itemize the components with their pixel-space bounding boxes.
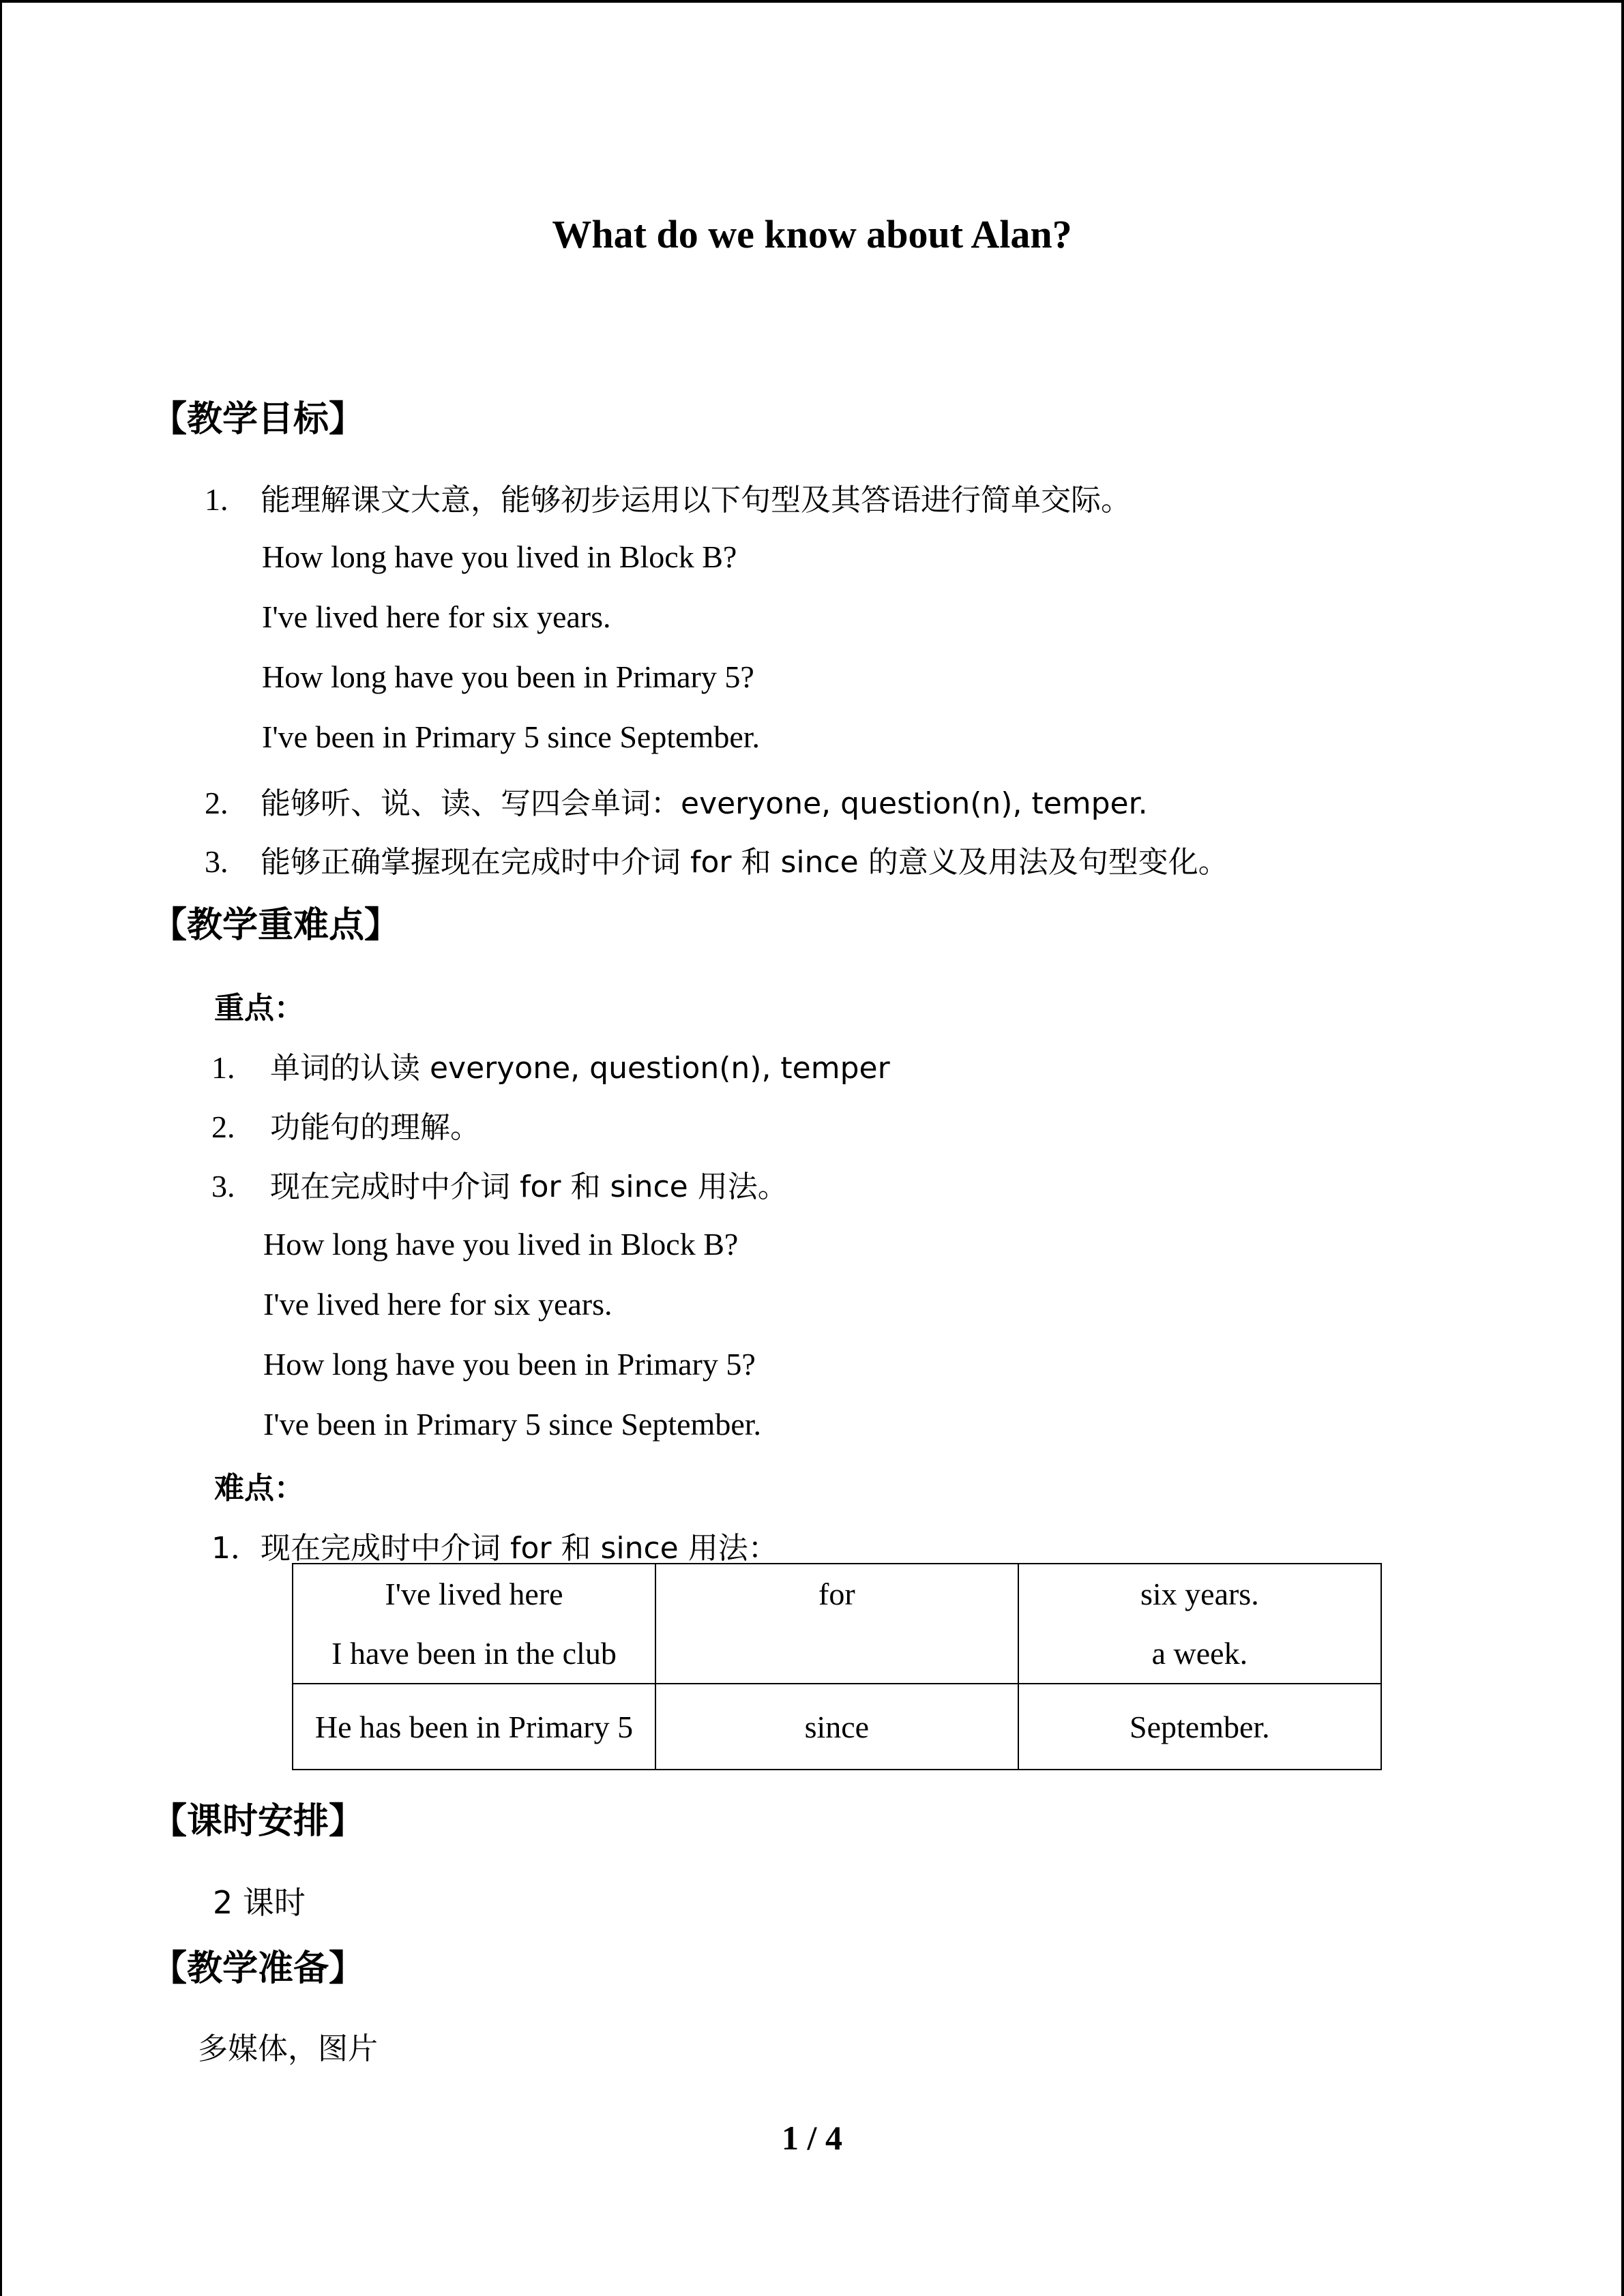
table-row xyxy=(293,1684,1381,1770)
objective-item-3 xyxy=(205,837,1228,881)
objective-example-4: I've been in Primary 5 since September. xyxy=(262,719,761,754)
table-cell-line: six years. xyxy=(1140,1577,1259,1611)
table-cell-subject xyxy=(293,1564,655,1684)
focus-item-2-number: 2. xyxy=(211,1109,235,1144)
difficulty-item-1: 1．现在完成时中介词 for 和 since 用法： xyxy=(211,1531,778,1566)
page-border-right xyxy=(1621,0,1624,2296)
focus-label: 重点： xyxy=(214,991,304,1026)
table-cell-line: I've lived here xyxy=(385,1577,563,1611)
objective-item-3-number: 3. xyxy=(205,844,228,879)
objective-example-1: How long have you lived in Block B? xyxy=(262,539,737,574)
objective-item-1 xyxy=(205,475,1131,519)
table-cell-subject: He has been in Primary 5 xyxy=(293,1684,655,1770)
table-cell-time xyxy=(1018,1564,1381,1684)
heading-key-points: 【教学重难点】 xyxy=(151,905,400,946)
focus-item-3-number: 3. xyxy=(211,1169,235,1204)
objective-item-3-text: 能够正确掌握现在完成时中介词 for 和 since 的意义及用法及句型变化。 xyxy=(261,845,1228,880)
table-cell-line: I have been in the club xyxy=(331,1636,617,1671)
focus-example-1: How long have you lived in Block B? xyxy=(263,1227,739,1262)
heading-preparation: 【教学准备】 xyxy=(151,1948,365,1989)
objective-item-2-number: 2. xyxy=(205,786,228,820)
page-border-left xyxy=(0,0,2,2296)
table-cell-line: for xyxy=(818,1577,855,1611)
table-cell-time: September. xyxy=(1018,1684,1381,1770)
difficulty-label: 难点： xyxy=(214,1471,304,1506)
focus-item-2-text: 功能句的理解。 xyxy=(270,1110,480,1145)
focus-item-3 xyxy=(211,1162,788,1206)
page-border-top xyxy=(0,0,1624,3)
table-cell-line: a week. xyxy=(1151,1636,1248,1671)
table-cell-preposition xyxy=(655,1564,1018,1684)
objective-item-2-text: 能够听、说、读、写四会单词：everyone, question(n), temper. xyxy=(261,786,1148,821)
focus-item-3-text: 现在完成时中介词 for 和 since 用法。 xyxy=(270,1169,788,1204)
focus-example-3: How long have you been in Primary 5? xyxy=(263,1347,756,1382)
focus-example-2: I've lived here for six years. xyxy=(263,1287,612,1322)
objective-example-3: How long have you been in Primary 5? xyxy=(262,659,754,694)
table-row xyxy=(293,1564,1381,1684)
objective-item-1-number: 1. xyxy=(205,482,228,517)
heading-objectives: 【教学目标】 xyxy=(151,399,365,440)
for-since-table xyxy=(292,1563,1382,1770)
document-title: What do we know about Alan? xyxy=(552,212,1072,256)
schedule-text: 2 课时 xyxy=(213,1884,306,1921)
focus-example-4: I've been in Primary 5 since September. xyxy=(263,1407,762,1442)
focus-item-1-text: 单词的认读 everyone, question(n), temper xyxy=(270,1051,890,1086)
table-cell-preposition: since xyxy=(655,1684,1018,1770)
focus-item-1 xyxy=(211,1043,890,1087)
focus-item-1-number: 1. xyxy=(211,1050,235,1085)
heading-schedule: 【课时安排】 xyxy=(151,1801,365,1842)
objective-item-1-text: 能理解课文大意，能够初步运用以下句型及其答语进行简单交际。 xyxy=(261,483,1131,518)
objective-example-2: I've lived here for six years. xyxy=(262,599,611,634)
focus-item-2 xyxy=(211,1103,480,1146)
preparation-text: 多媒体，图片 xyxy=(198,2031,378,2066)
page-number: 1 / 4 xyxy=(782,2119,842,2157)
objective-item-2 xyxy=(205,779,1148,822)
